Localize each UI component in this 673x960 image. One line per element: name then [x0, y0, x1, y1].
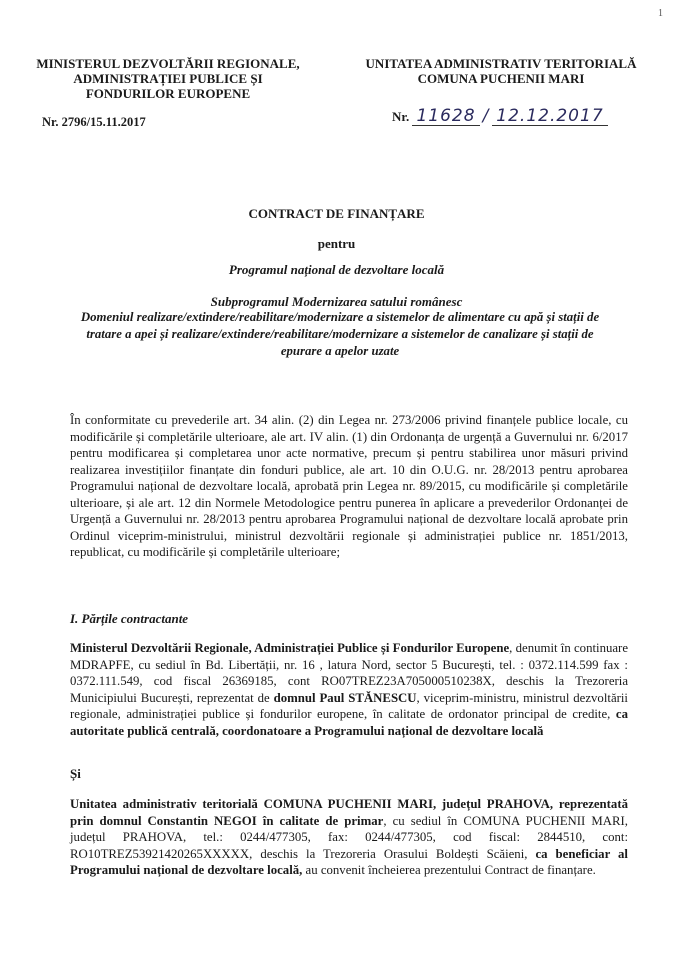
legal-preamble: În conformitate cu prevederile art. 34 alin. (2) din Legea nr. 273/2006 privind finanțele publice locale, cu modificările și completările ulterioare, ale art. IV alin. (1) din Ordonanța de urgență a Guvernului nr. 6/2017 pentru modificarea și completarea unor acte normative, precum și pentru stabilirea unor măsuri privind realizarea investițiilor finanțate din fonduri publice, ale art. 10 din O.U.G. nr. 28/2013 pentru aprobarea Programului național de dezvoltare locală, aprobată prin Legea nr. 89/2015, cu modificările și completările ulterioare, și ale art. 12 din Normele Metodologice pentru punerea în aplicare a prevederilor Ordonanței de Urgență a Guvernului nr. 28/2013 pentru aprobarea Programului național de dezvoltare locală aprobate prin Ordinul viceprim-ministrului, ministrul dezvoltării regionale și administrației publice nr. 1851/2013, republicat, cu modificările și completările ulterioare;	[70, 413, 628, 559]
party-uat	[70, 796, 628, 879]
conjunction-and: Și	[70, 766, 81, 781]
contract-title: CONTRACT DE FINANȚARE	[248, 206, 425, 221]
handwritten-registration-number: 11628	[412, 107, 479, 126]
party-ministry	[70, 640, 628, 739]
page-corner-mark: 1	[658, 8, 663, 19]
handwritten-registration-date: 12.12.2017	[492, 107, 607, 126]
party-uat-details: , cu sediul în COMUNA PUCHENII MARI, județul PRAHOVA, tel.: 0244/477305, fax: 0244/477305, cod fiscal: 2844510, cont: RO10TREZ53921420265XXXXX, deschis la Trezoreria Orasului Boldești Scăieni,	[70, 813, 628, 861]
domain-description: Domeniul realizare/extindere/reabilitare/modernizare a sistemelor de alimentare cu apă și stații de tratare a apei și realizare/extindere/reabilitare/modernizare a sistemelor de canalizare și stații de epurare a apelor uzate	[80, 310, 600, 358]
subprogram-name: Subprogramul Modernizarea satului românesc	[210, 294, 463, 309]
program-name: Programul național de dezvoltare locală	[228, 262, 445, 277]
party-ministry-role: ca autoritate publică centrală, coordonatoare a Programului național de dezvoltare locală	[70, 707, 628, 738]
section-title-parties: I. Părțile contractante	[70, 611, 189, 626]
party-ministry-details: , denumit în continuare MDRAPFE, cu sediul în Bd. Libertății, nr. 16 , latura Nord, sector 5 București, tel. : 0372.114.599 fax : 0372.111.549, cod fiscal 26369185, cont RO07TREZ23A705000510238X, deschis la Trezoreria Municipiului București, reprezentat de	[70, 641, 628, 705]
party-ministry-representative: domnul Paul STĂNESCU	[273, 690, 417, 705]
ministry-name-line2: ADMINISTRAȚIEI PUBLICE ȘI	[73, 71, 263, 86]
uat-header	[342, 56, 660, 86]
handwritten-separator: /	[482, 106, 490, 126]
uat-name-line2: COMUNA PUCHENII MARI	[417, 71, 585, 86]
ministry-registration-number: Nr. 2796/15.11.2017	[42, 115, 146, 129]
uat-registration-line	[392, 107, 608, 126]
party-uat-role: ca beneficiar al Programului național de dezvoltare locală,	[70, 846, 628, 877]
party-uat-closing: au convenit încheierea prezentului Contract de finanțare.	[302, 863, 596, 877]
ministry-name-line1: MINISTERUL DEZVOLTĂRII REGIONALE,	[36, 56, 300, 71]
ministry-name-line3: FONDURILOR EUROPENE	[85, 86, 251, 101]
uat-name-line1: UNITATEA ADMINISTRATIV TERITORIALĂ	[365, 56, 637, 71]
party-ministry-name: Ministerul Dezvoltării Regionale, Administrației Publice și Fondurilor Europene	[70, 641, 510, 655]
party-ministry-details-2: , viceprim-ministru, ministrul dezvoltării regionale, administrației publice și fondurilor europene, în calitate de ordonator principal de credite,	[70, 690, 628, 721]
uat-nr-label: Nr.	[392, 109, 410, 124]
contract-subtitle: pentru	[317, 236, 356, 251]
ministry-header	[18, 56, 318, 130]
party-uat-name: Unitatea administrativ teritorială COMUNA PUCHENII MARI, județul PRAHOVA, reprezentată prin domnul Constantin NEGOI în calitate de primar	[70, 797, 628, 828]
